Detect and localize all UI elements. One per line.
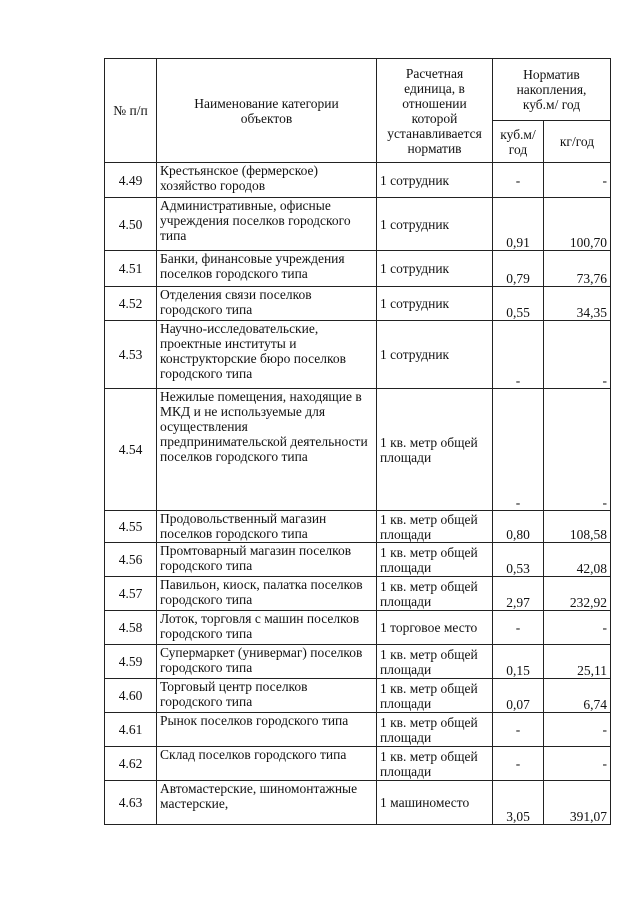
row-unit: 1 сотрудник — [377, 163, 493, 198]
row-number: 4.50 — [105, 198, 157, 251]
table-row — [105, 713, 611, 747]
row-norm-kg: 108,58 — [544, 511, 611, 543]
header-kg: кг/год — [544, 121, 611, 163]
row-number: 4.57 — [105, 577, 157, 611]
table-row — [105, 511, 611, 543]
row-number: 4.59 — [105, 645, 157, 679]
row-unit: 1 машиноместо — [377, 781, 493, 825]
row-category-name: Супермаркет (универмаг) поселков городского типа — [157, 645, 377, 679]
table-row — [105, 251, 611, 287]
table-body — [105, 163, 611, 825]
table-row — [105, 543, 611, 577]
row-norm-m3: 0,91 — [493, 198, 544, 251]
norms-table — [104, 58, 611, 825]
header-num: № п/п — [105, 59, 157, 163]
table-row — [105, 747, 611, 781]
row-norm-m3: 0,53 — [493, 543, 544, 577]
row-unit: 1 кв. метр общей площади — [377, 747, 493, 781]
row-norm-m3: 0,55 — [493, 287, 544, 321]
row-number: 4.52 — [105, 287, 157, 321]
row-category-name: Крестьянское (фермерское) хозяйство городов — [157, 163, 377, 198]
row-norm-m3: - — [493, 747, 544, 781]
row-norm-m3: 0,07 — [493, 679, 544, 713]
row-norm-kg: - — [544, 321, 611, 389]
row-norm-kg: - — [544, 611, 611, 645]
header-unit: Расчетная единица, в отношении которой устанавливается норматив — [377, 59, 493, 163]
row-category-name: Павильон, киоск, палатка поселков городского типа — [157, 577, 377, 611]
table-row — [105, 321, 611, 389]
row-category-name: Склад поселков городского типа — [157, 747, 377, 781]
row-unit: 1 сотрудник — [377, 198, 493, 251]
row-norm-kg: 42,08 — [544, 543, 611, 577]
row-number: 4.61 — [105, 713, 157, 747]
row-norm-m3: - — [493, 163, 544, 198]
row-norm-kg: - — [544, 163, 611, 198]
row-norm-m3: 3,05 — [493, 781, 544, 825]
row-unit: 1 кв. метр общей площади — [377, 713, 493, 747]
table-row — [105, 781, 611, 825]
row-norm-kg: 391,07 — [544, 781, 611, 825]
row-category-name: Автомастерские, шиномонтажные мастерские, — [157, 781, 377, 825]
header-m3: куб.м/ год — [493, 121, 544, 163]
row-category-name: Промтоварный магазин поселков городского типа — [157, 543, 377, 577]
row-category-name: Банки, финансовые учреждения поселков городского типа — [157, 251, 377, 287]
row-norm-kg: 100,70 — [544, 198, 611, 251]
header-name: Наименование категории объектов — [157, 59, 377, 163]
row-norm-kg: 6,74 — [544, 679, 611, 713]
row-category-name: Отделения связи поселков городского типа — [157, 287, 377, 321]
row-number: 4.62 — [105, 747, 157, 781]
row-norm-kg: 25,11 — [544, 645, 611, 679]
table-row — [105, 611, 611, 645]
row-number: 4.58 — [105, 611, 157, 645]
row-category-name: Нежилые помещения, находящие в МКД и не используемые для осуществления предпринимательской деятельности поселков городского типа — [157, 389, 377, 511]
row-category-name: Научно-исследовательские, проектные институты и конструкторские бюро поселков городского типа — [157, 321, 377, 389]
table-row — [105, 198, 611, 251]
row-unit: 1 кв. метр общей площади — [377, 679, 493, 713]
row-number: 4.55 — [105, 511, 157, 543]
row-category-name: Административные, офисные учреждения поселков городского типа — [157, 198, 377, 251]
row-unit: 1 сотрудник — [377, 251, 493, 287]
table-header — [105, 59, 611, 163]
row-number: 4.60 — [105, 679, 157, 713]
table-row — [105, 645, 611, 679]
row-unit: 1 кв. метр общей площади — [377, 511, 493, 543]
row-number: 4.53 — [105, 321, 157, 389]
row-unit: 1 кв. метр общей площади — [377, 577, 493, 611]
table-row — [105, 679, 611, 713]
row-norm-m3: 0,80 — [493, 511, 544, 543]
row-norm-m3: - — [493, 389, 544, 511]
row-norm-kg: - — [544, 747, 611, 781]
row-norm-m3: 2,97 — [493, 577, 544, 611]
row-norm-kg: 34,35 — [544, 287, 611, 321]
row-norm-m3: 0,79 — [493, 251, 544, 287]
row-norm-kg: - — [544, 389, 611, 511]
table-row — [105, 287, 611, 321]
row-norm-kg: 73,76 — [544, 251, 611, 287]
row-category-name: Продовольственный магазин поселков городского типа — [157, 511, 377, 543]
row-unit: 1 сотрудник — [377, 321, 493, 389]
row-norm-m3: 0,15 — [493, 645, 544, 679]
header-norm: Норматив накопления, куб.м/ год — [493, 59, 611, 121]
row-category-name: Торговый центр поселков городского типа — [157, 679, 377, 713]
row-unit: 1 торговое место — [377, 611, 493, 645]
row-norm-kg: - — [544, 713, 611, 747]
row-norm-m3: - — [493, 321, 544, 389]
row-unit: 1 кв. метр общей площади — [377, 543, 493, 577]
table-row — [105, 577, 611, 611]
table-row — [105, 389, 611, 511]
row-norm-m3: - — [493, 611, 544, 645]
row-number: 4.49 — [105, 163, 157, 198]
row-unit: 1 кв. метр общей площади — [377, 389, 493, 511]
row-unit: 1 сотрудник — [377, 287, 493, 321]
row-norm-kg: 232,92 — [544, 577, 611, 611]
row-number: 4.56 — [105, 543, 157, 577]
row-norm-m3: - — [493, 713, 544, 747]
row-unit: 1 кв. метр общей площади — [377, 645, 493, 679]
row-number: 4.54 — [105, 389, 157, 511]
row-category-name: Рынок поселков городского типа — [157, 713, 377, 747]
table-row — [105, 163, 611, 198]
row-number: 4.51 — [105, 251, 157, 287]
row-category-name: Лоток, торговля с машин поселков городского типа — [157, 611, 377, 645]
row-number: 4.63 — [105, 781, 157, 825]
